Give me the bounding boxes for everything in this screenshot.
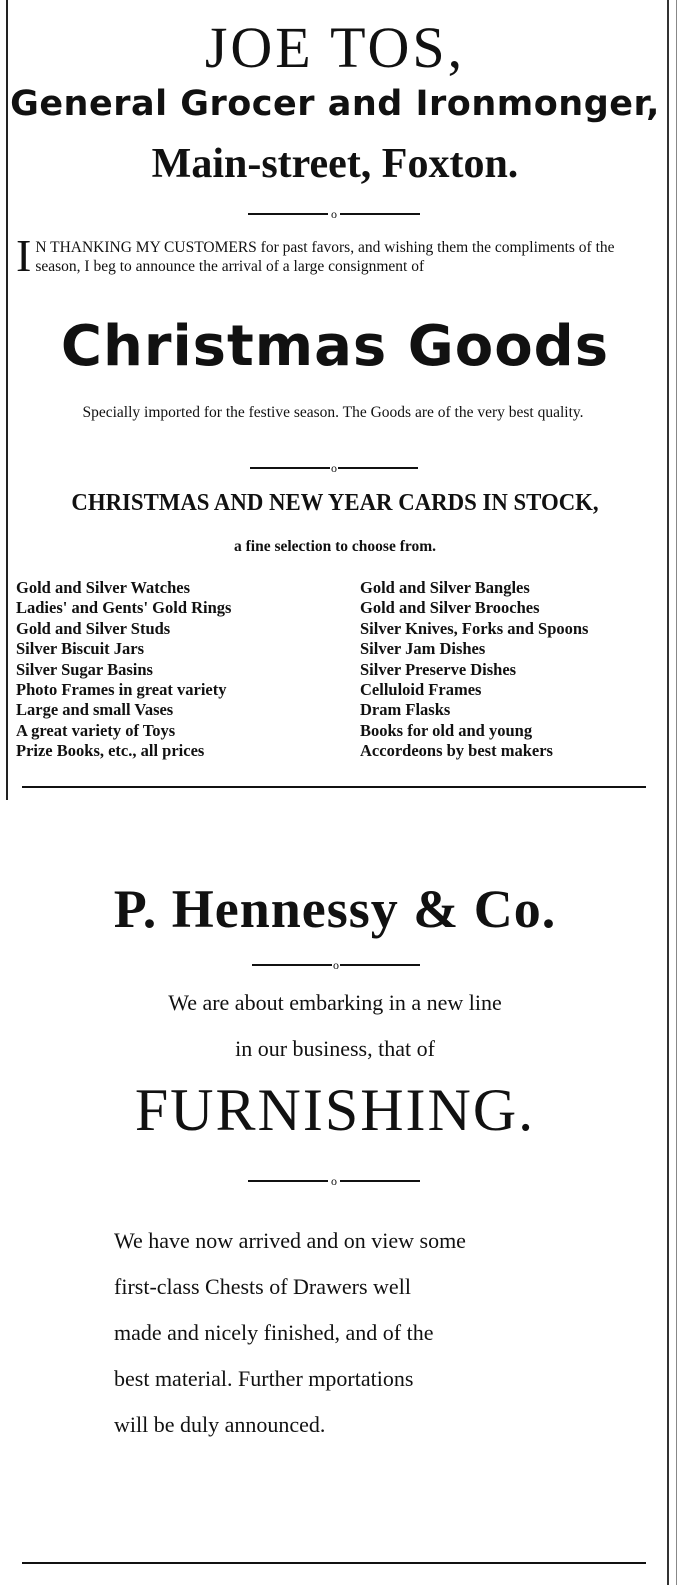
list-item: Ladies' and Gents' Gold Rings: [16, 598, 232, 618]
list-item: Photo Frames in great variety: [16, 680, 227, 700]
list-item: Accordeons by best makers: [360, 741, 553, 761]
divider-mark: o: [331, 207, 337, 221]
divider: [248, 207, 420, 221]
list-item: Silver Knives, Forks and Spoons: [360, 618, 589, 638]
body-line: will be duly announced.: [114, 1412, 326, 1437]
joe-tos-name: JOE TOS,: [204, 15, 466, 80]
divider: [248, 1174, 420, 1188]
advertisement-separator: [22, 786, 646, 788]
divider-mark: o: [331, 461, 337, 475]
list-item: Gold and Silver Brooches: [360, 598, 540, 618]
goods-list-left: [16, 578, 231, 762]
list-item: Gold and Silver Studs: [16, 618, 171, 638]
list-item: Gold and Silver Bangles: [360, 578, 530, 597]
list-item: Silver Preserve Dishes: [360, 659, 517, 679]
embark-line-2: in our business, that of: [235, 1036, 435, 1061]
joe-tos-address: Main-street, Foxton.: [151, 141, 519, 187]
list-item: Silver Biscuit Jars: [16, 639, 145, 659]
intro-dropcap: I: [16, 230, 32, 281]
right-column-rule-secondary: [676, 0, 677, 1585]
list-item: Gold and Silver Watches: [16, 578, 191, 597]
right-column-rule: [667, 0, 669, 1585]
fine-selection-text: a fine selection to choose from.: [233, 538, 437, 555]
left-column-rule: [6, 0, 8, 800]
list-item: A great variety of Toys: [16, 720, 176, 740]
joe-tos-intro: [16, 230, 650, 281]
joe-tos-trade: General Grocer and Ironmonger,: [10, 84, 660, 124]
list-item: Silver Jam Dishes: [360, 639, 486, 659]
list-item: Prize Books, etc., all prices: [16, 741, 205, 761]
divider-mark: o: [333, 958, 339, 972]
body-line: made and nicely finished, and of the: [114, 1320, 434, 1345]
list-item: Books for old and young: [360, 720, 533, 740]
divider: [252, 958, 420, 972]
furnishing-headline: FURNISHING.: [134, 1077, 536, 1143]
divider: [250, 461, 418, 475]
body-line: first-class Chests of Drawers well: [114, 1274, 411, 1299]
list-item: Large and small Vases: [16, 700, 174, 720]
divider-mark: o: [331, 1174, 337, 1188]
bottom-separator: [22, 1562, 646, 1564]
hennessy-name: P. Hennessy & Co.: [113, 879, 557, 939]
body-line: We have now arrived and on view some: [114, 1228, 466, 1253]
list-item: Celluloid Frames: [360, 680, 482, 700]
goods-list-right: [360, 578, 588, 762]
christmas-goods-headline: Christmas Goods: [60, 314, 610, 379]
furnishing-body: [114, 1218, 554, 1448]
list-item: Dram Flasks: [360, 700, 451, 720]
specially-imported-text: Specially imported for the festive season. The Goods are of the very best quality.: [82, 404, 584, 421]
intro-text: N THANKING MY CUSTOMERS for past favors, and wishing them the compliments of the season, I beg to announce the arrival of a large consignment of: [35, 239, 615, 275]
embark-line-1: We are about embarking in a new line: [168, 990, 502, 1015]
list-item: Silver Sugar Basins: [16, 659, 153, 679]
body-line: best material. Further mportations: [114, 1366, 414, 1391]
cards-heading: CHRISTMAS AND NEW YEAR CARDS IN STOCK,: [71, 490, 599, 516]
